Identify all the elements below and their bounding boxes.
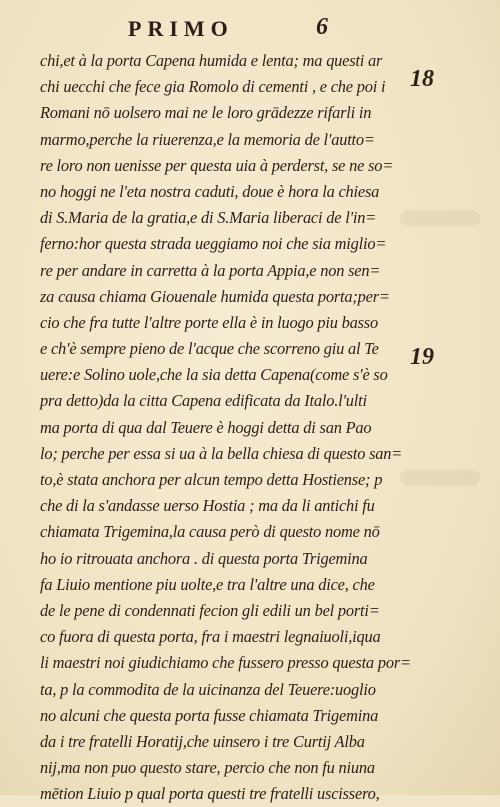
text-line: uere:e Solino uole,che la sia detta Capena(come s'è so [40,365,388,385]
text-line: chiamata Trigemina,la causa però di questo nome nō [40,522,380,542]
text-line: re per andare in carretta à la porta Appia,e non sen= [40,260,381,280]
text-line: no hoggi ne l'eta nostra caduti, doue è hora la chiesa [40,181,380,201]
body-text [40,48,411,807]
margin-note: 18 [410,66,434,92]
text-line: re loro non uenisse per questa uia à perderst, se ne so= [40,155,394,175]
text-line: da i tre fratelli Horatij,che uinsero i tre Curtij Alba [40,731,365,751]
text-line: ferno:hor questa strada ueggiamo noi che sia miglio= [40,234,387,254]
bleed-through-mark [400,470,480,486]
text-line: de le pene di condennati fecion gli edili un bel porti= [40,600,380,620]
text-line: chi,et à la porta Capena humida e lenta; ma questi ar [40,51,383,70]
text-line: fa Liuio mentione piu uolte,e tra l'altre una dice, che [40,574,375,594]
text-line: no alcuni che questa porta fusse chiamata Trigemina [40,705,379,725]
page-header [80,14,380,44]
text-line: e ch'è sempre pieno de l'acque che scorreno giu al Te [40,339,379,359]
page-number: 6 [316,14,328,40]
text-line: mētion Liuio p qual porta questi tre fratelli uscissero, [40,784,380,804]
running-head: PRIMO [128,16,234,41]
text-line: co fuora di questa porta, fra i maestri legnaiuoli,iqua [40,627,381,647]
text-line: chi uecchi che fece gia Romolo di cementi , e che poi i [40,77,386,97]
text-line: lo; perche per essa si ua à la bella chiesa di questo san= [40,443,403,463]
text-line: li maestri noi giudichiamo che fussero presso questa por= [40,653,411,673]
text-line: ma porta di qua dal Teuere è hoggi detta di san Pao [40,417,372,437]
bleed-through-mark [400,210,480,226]
text-line: nij,ma non puo questo stare, percio che non fu niuna [40,758,375,778]
text-line: che di la s'andasse uerso Hostia ; ma da li antichi fu [40,496,375,516]
text-line: za causa chiama Giouenale humida questa porta;per= [40,286,390,306]
text-line: ho io ritrouata anchora . di questa porta Trigemina [40,548,368,568]
text-line: di S.Maria de la gratia,e di S.Maria liberaci de l'in= [40,208,377,228]
text-line: pra detto)da la citta Capena edificata da Italo.l'ulti [40,391,367,411]
text-line: cio che fra tutte l'altre porte ella è in luogo piu basso [40,312,378,332]
text-line: ta, p la commodita de la uicinanza del Teuere:uoglio [40,679,376,699]
text-line: to,è stata anchora per alcun tempo detta Hostiense; p [40,470,383,489]
margin-note: 19 [410,344,434,370]
text-line: Romani nō uolsero mai ne le loro grādezze rifarli in [40,103,372,123]
text-line: marmo,perche la riuerenza,e la memoria de l'autto= [40,129,375,149]
